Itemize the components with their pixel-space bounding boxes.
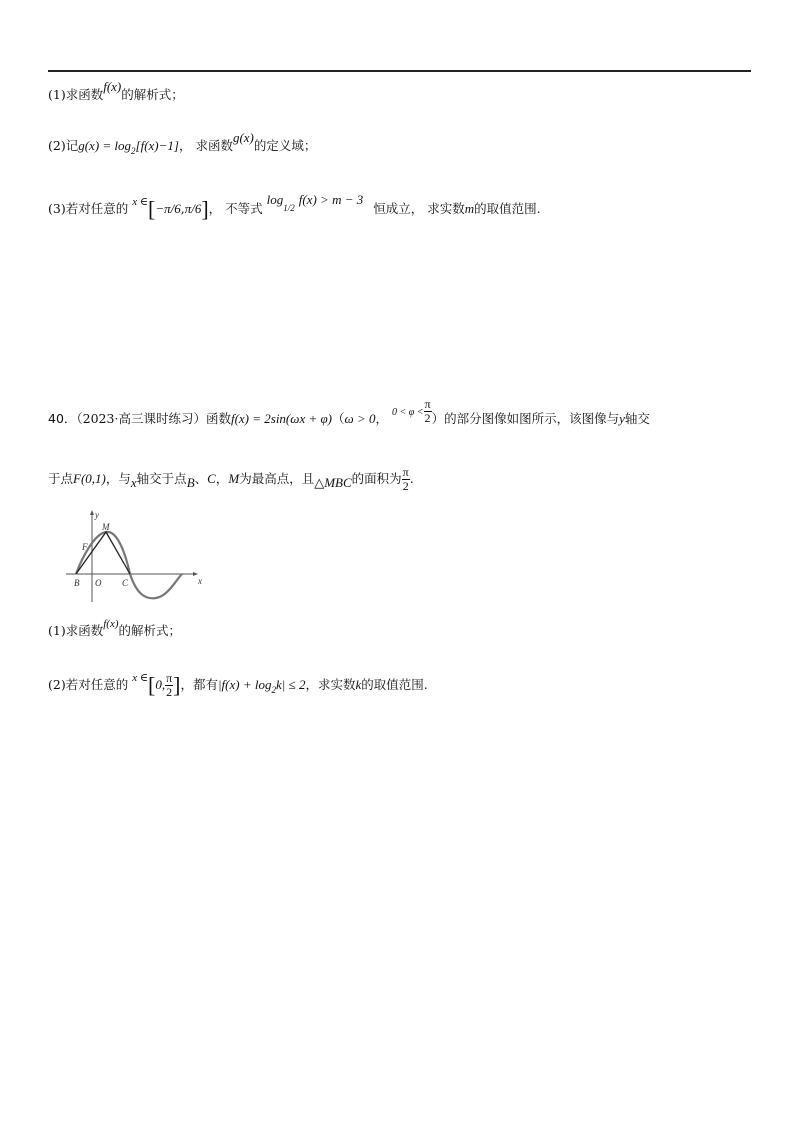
q40-p2-abs: |f(x) + log [217,677,272,692]
q40-p2-frac-n: π [166,671,173,685]
graph-label-o: O [95,578,102,588]
q40-cond2-frac-n: π [424,397,431,411]
q40-line2-c: 轴交于点 [136,471,187,486]
q40-p2-suffix: ，求实数 [305,677,356,692]
sine-graph [64,508,204,604]
q39-p2-mid: ， 求函数 [178,138,233,153]
q40-p2-frac-d: 2 [166,685,173,699]
q40-cond1: ω > 0 [344,411,376,426]
q39-part1 [48,79,184,104]
q39-p1-suffix: 的解析式； [121,87,184,102]
q39-p2-suffix: 的定义域； [253,138,317,153]
q39-p2-formula-b: [f(x)−1] [135,138,179,153]
q40-pt-b: B [186,475,195,490]
q40-p2-lbracket: [ [147,672,156,698]
q40-line2 [48,466,414,493]
q40-x-axis: x [130,475,137,490]
q39-p3-x: x ∈ [132,196,148,208]
q40-cond-open: （ [332,411,345,426]
q40-cond2-frac [424,398,432,425]
q40-part2 [48,672,428,699]
q40-p1-prefix: (1)求函数 [48,623,104,638]
q40-cond2: 0 < φ < [391,407,424,418]
q40-cond2-frac-d: 2 [424,411,431,425]
q40-p2-frac [165,672,173,699]
top-rule [48,70,751,72]
q39-p3-m: m [464,201,475,216]
q40-p2-mid: ，都有 [180,677,218,692]
q39-p3-ineq: f(x) > m − 3 [298,192,364,207]
q40-part1 [48,618,181,641]
q40-line2-e: 的面积为 [351,471,402,486]
q40-p2-a: 0, [155,677,166,692]
q40-p1-fx: f(x) [103,618,119,630]
q40-p1-suffix: 的解析式； [118,623,181,638]
q39-p3-a: −π/6 [155,201,181,216]
q40-period: . [409,471,414,486]
q40-point-f: F(0,1) [73,471,106,486]
q40-line2-d: 为最高点，且 [239,471,315,486]
q40-rest2: 轴交 [624,411,650,426]
q40-y-axis: y [619,411,625,426]
q40-area-frac [402,466,410,493]
q39-p3-rbracket: ] [201,196,209,222]
q40-func: f(x) = 2sin(ωx + φ) [230,411,333,426]
q39-part3: (3)若对任意的 x ∈[−π/6,π/6]， 不等式 log1/2 f(x) > m − 3 恒成立， 求实数m的取值范围. [48,192,541,222]
q39-p1-prefix: (1)求函数 [48,87,104,102]
q40-p2-rbracket: ] [173,672,181,698]
graph-label-y: y [95,510,99,520]
q39-p3-prefix: (3)若对任意的 [48,201,129,216]
q39-p3-mid: ， 不等式 [208,201,263,216]
q39-p3-suffix: 恒成立， 求实数 [373,201,465,216]
q40-line2-a: 于点 [48,471,74,486]
q39-p2-prefix: (2)记 [48,138,79,153]
q40-line2-b: ，与 [105,471,131,486]
q40-triangle: △MBC [314,475,352,490]
q40-area-d: 2 [402,479,409,493]
graph-label-b: B [74,578,80,588]
q40-source: （2023·高三课时练习）函数 [76,411,231,426]
q40-pt-m: M [228,471,240,486]
q40-number: 40． [48,411,77,426]
q39-p3-b: π/6 [184,201,202,216]
q39-p2-formula-base: 2 [131,146,136,156]
y-axis-arrow [90,510,94,515]
q39-p3-lbracket: [ [147,196,156,222]
q39-part2 [48,130,317,156]
graph-label-c: C [122,578,129,588]
q40-rest1: ）的部分图像如图所示，该图像与 [431,411,620,426]
q40-p2-end: 的取值范围. [361,677,428,692]
q40-p2-base: 2 [271,685,276,695]
graph-label-f: F [82,542,88,552]
q40-p2-abs2: k| ≤ 2 [275,677,306,692]
graph-label-m: M [102,522,110,532]
triangle-mbc [76,532,130,574]
q40-p2-prefix: (2)若对任意的 [48,677,129,692]
q40-p2-x: x ∈ [132,672,148,684]
q39-p3-end: 的取值范围. [474,201,541,216]
q40-line1 [48,397,650,433]
q39-p1-fx: f(x) [103,79,122,94]
q39-p2-formula-a: g(x) = log [78,138,132,153]
q40-p2-k: k [355,677,362,692]
q40-cond-sep: ， [375,411,388,426]
q40-pt-c: C [207,471,216,486]
q40-sep1: 、 [194,471,208,486]
q39-p2-gx: g(x) [232,130,254,145]
graph-label-x: x [198,576,202,586]
q40-sep2: ， [215,471,229,486]
q40-area-n: π [402,465,409,479]
q39-p3-log: log [266,192,284,207]
q39-p3-log-base: 1/2 [283,203,295,213]
